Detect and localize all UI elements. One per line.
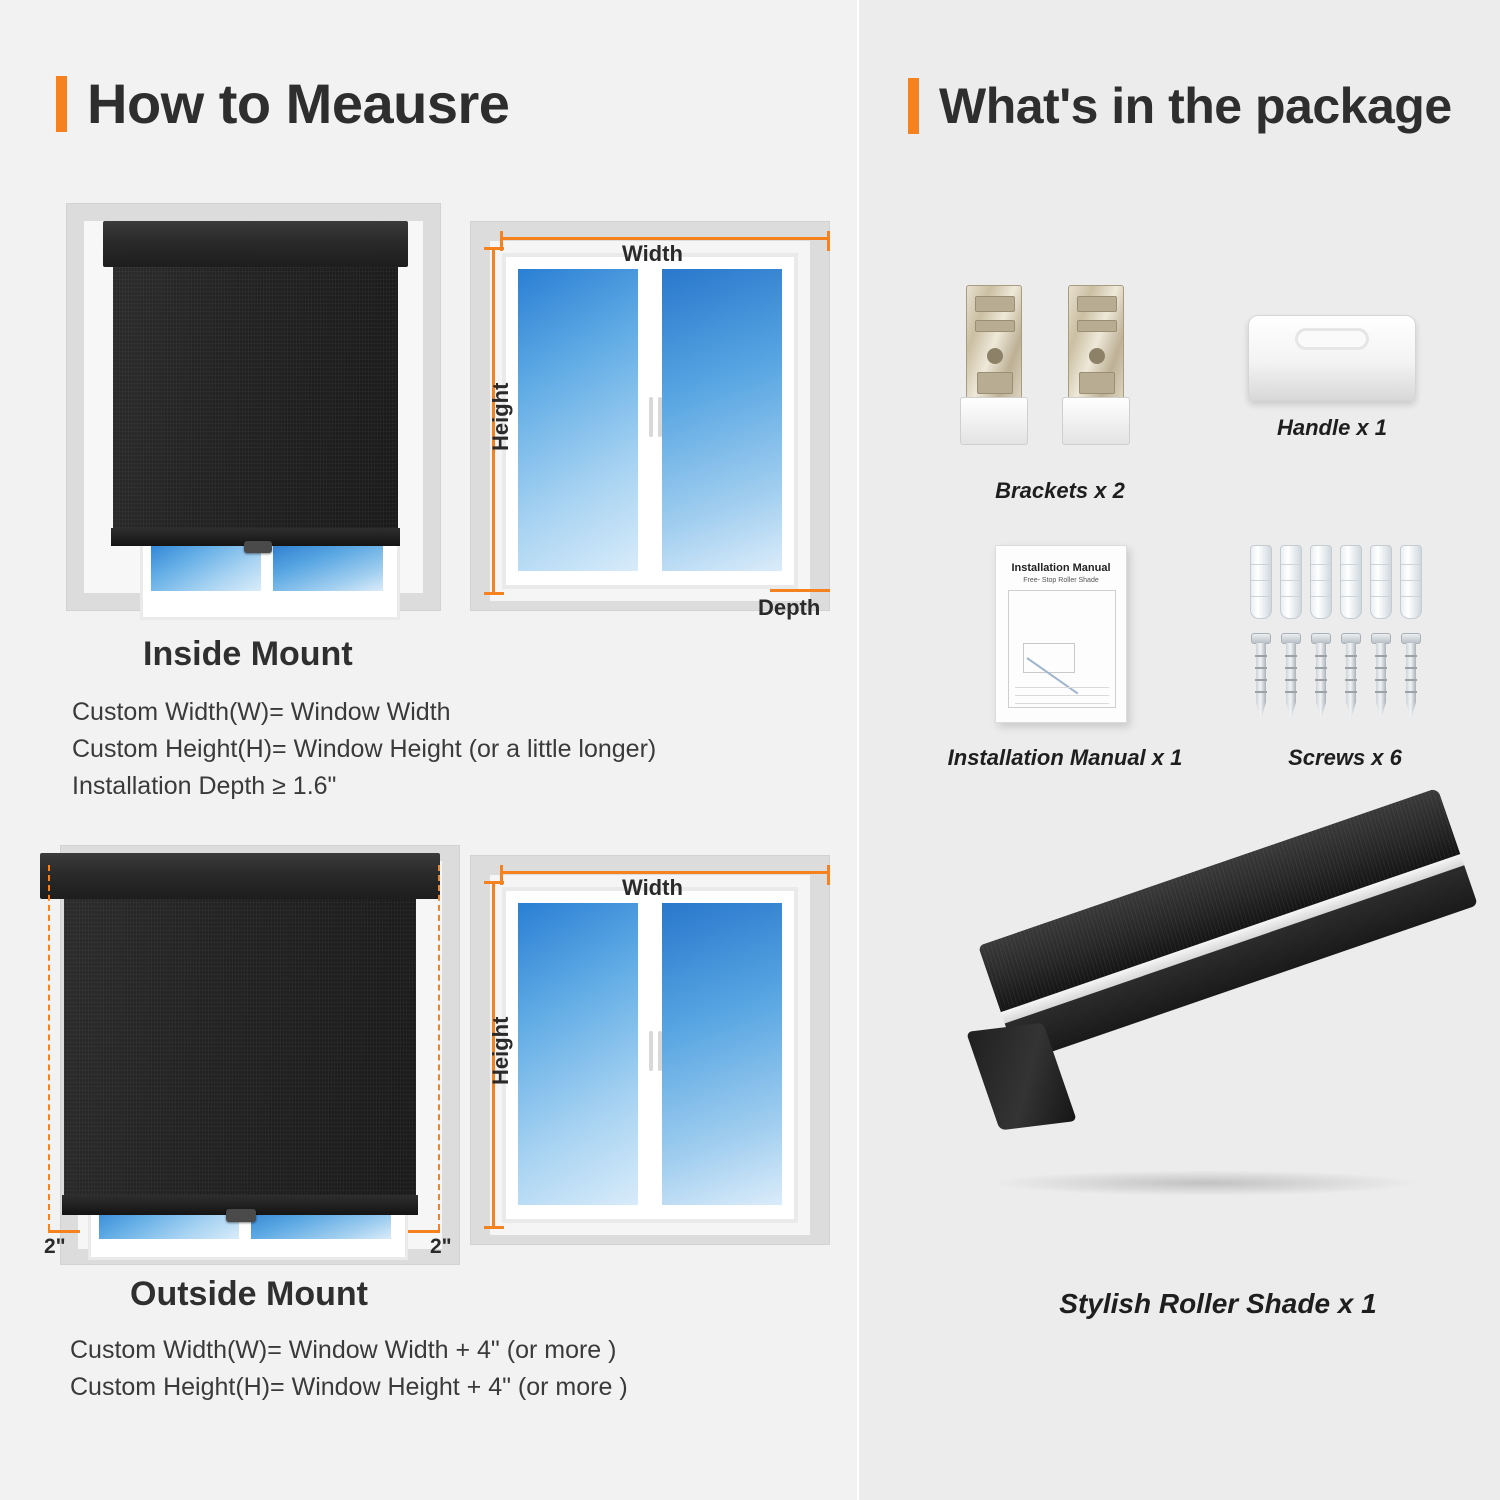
handle-icon — [1248, 315, 1416, 401]
wall-anchor-icon — [1250, 545, 1272, 619]
inside-mount-measure-diagram — [470, 203, 845, 620]
width-tick-right — [827, 865, 830, 885]
bracket-icon — [960, 285, 1028, 445]
brackets-caption: Brackets x 2 — [995, 478, 1125, 503]
accent-bar-icon — [908, 78, 919, 134]
pull-tab — [244, 541, 272, 553]
wall-anchor-icon — [1340, 545, 1362, 619]
bracket-slot — [975, 296, 1015, 312]
manual-text-line — [1015, 703, 1109, 704]
height-tick-top — [484, 881, 504, 884]
manual-caption: Installation Manual x 1 — [947, 745, 1183, 770]
height-label: Height — [488, 382, 513, 451]
inside-spec-2: Custom Height(H)= Window Height (or a little longer) — [72, 735, 657, 763]
heading-how-to-measure-label: How to Meausre — [87, 72, 510, 135]
overhang-right-label: 2" — [430, 1235, 452, 1258]
heading-package-label: What's in the package — [939, 78, 1452, 134]
manual-title: Installation Manual — [1011, 562, 1111, 574]
screws-item — [1250, 545, 1440, 725]
screw-icon — [1371, 633, 1391, 719]
window-handle-left-icon — [649, 397, 653, 437]
outside-spec-1: Custom Width(W)= Window Width + 4" (or more ) — [70, 1336, 617, 1364]
installation-manual-icon — [995, 545, 1127, 723]
screw-icon — [1341, 633, 1361, 719]
shade-fabric — [64, 899, 416, 1199]
outside-spec-2: Custom Height(H)= Window Height + 4" (or more ) — [70, 1373, 628, 1401]
window-pane-right — [658, 903, 782, 1205]
bracket-slot — [975, 320, 1015, 332]
inside-spec-3: Installation Depth ≥ 1.6" — [72, 772, 337, 800]
bracket-base — [960, 397, 1028, 445]
overhang-line-left — [48, 1230, 80, 1233]
overhang-line-right — [408, 1230, 440, 1233]
screw-icon — [1311, 633, 1331, 719]
window-pane-left — [518, 269, 642, 571]
width-dimension-line — [500, 237, 830, 240]
panel-divider — [857, 0, 859, 1500]
inside-spec-1: Custom Width(W)= Window Width — [72, 698, 451, 726]
depth-dimension-line — [770, 589, 830, 592]
screws-caption: Screws x 6 — [1288, 745, 1402, 770]
bracket-hole — [1089, 348, 1105, 364]
height-label: Height — [488, 1016, 513, 1085]
inside-mount-shade-illustration — [66, 203, 441, 611]
manual-text-line — [1015, 695, 1109, 696]
headrail — [40, 853, 440, 899]
window-pane-right — [658, 269, 782, 571]
handle-grip — [1295, 328, 1369, 350]
bracket-slot — [1079, 372, 1115, 394]
heading-how-to-measure — [56, 72, 510, 135]
handle-caption: Handle x 1 — [1276, 415, 1388, 440]
manual-content-box — [1008, 590, 1116, 708]
outside-mount-title: Outside Mount — [130, 1275, 368, 1313]
wall-anchor-icon — [1370, 545, 1392, 619]
screw-icon — [1251, 633, 1271, 719]
overhang-left-label: 2" — [44, 1235, 66, 1258]
width-dimension-line — [500, 871, 830, 874]
bracket-slot — [1077, 320, 1117, 332]
bracket-base — [1062, 397, 1130, 445]
roller-shade-product-illustration — [960, 920, 1480, 1250]
wall-anchor-icon — [1400, 545, 1422, 619]
height-tick-top — [484, 247, 504, 250]
pull-tab — [226, 1209, 256, 1222]
bracket-body — [966, 285, 1022, 403]
bracket-icon — [1062, 285, 1130, 445]
overhang-guide-left — [48, 865, 50, 1230]
heading-package — [908, 78, 1452, 134]
height-tick-bottom — [484, 592, 504, 595]
inside-mount-title: Inside Mount — [143, 635, 353, 673]
overhang-guide-right — [438, 865, 440, 1230]
bracket-body — [1068, 285, 1124, 403]
brackets-item — [960, 285, 1160, 455]
accent-bar-icon — [56, 76, 67, 132]
roller-shade-shadow — [990, 1170, 1420, 1196]
width-label: Width — [622, 241, 683, 266]
width-label: Width — [622, 875, 683, 900]
window-handle-left-icon — [649, 1031, 653, 1071]
outside-mount-measure-diagram — [470, 845, 845, 1255]
manual-subtitle: Free- Stop Roller Shade — [1023, 577, 1099, 584]
window-pane-right — [273, 539, 383, 591]
shade-fabric — [113, 267, 398, 532]
headrail — [103, 221, 408, 267]
wall-anchor-icon — [1280, 545, 1302, 619]
manual-text-line — [1015, 687, 1109, 688]
window-handle-right-icon — [658, 1031, 662, 1071]
outside-mount-shade-illustration — [30, 845, 460, 1265]
depth-label: Depth — [758, 595, 821, 620]
window-frame — [502, 253, 798, 589]
bracket-hole — [987, 348, 1003, 364]
width-tick-right — [827, 231, 830, 251]
window-handle-right-icon — [658, 397, 662, 437]
window-frame — [502, 887, 798, 1223]
screw-icon — [1281, 633, 1301, 719]
screw-icon — [1401, 633, 1421, 719]
wall-anchor-icon — [1310, 545, 1332, 619]
window-pane-left — [518, 903, 642, 1205]
manual-figure — [1023, 643, 1075, 673]
bracket-slot — [1077, 296, 1117, 312]
height-tick-bottom — [484, 1226, 504, 1229]
bracket-slot — [977, 372, 1013, 394]
roller-shade-caption: Stylish Roller Shade x 1 — [1059, 1288, 1377, 1319]
